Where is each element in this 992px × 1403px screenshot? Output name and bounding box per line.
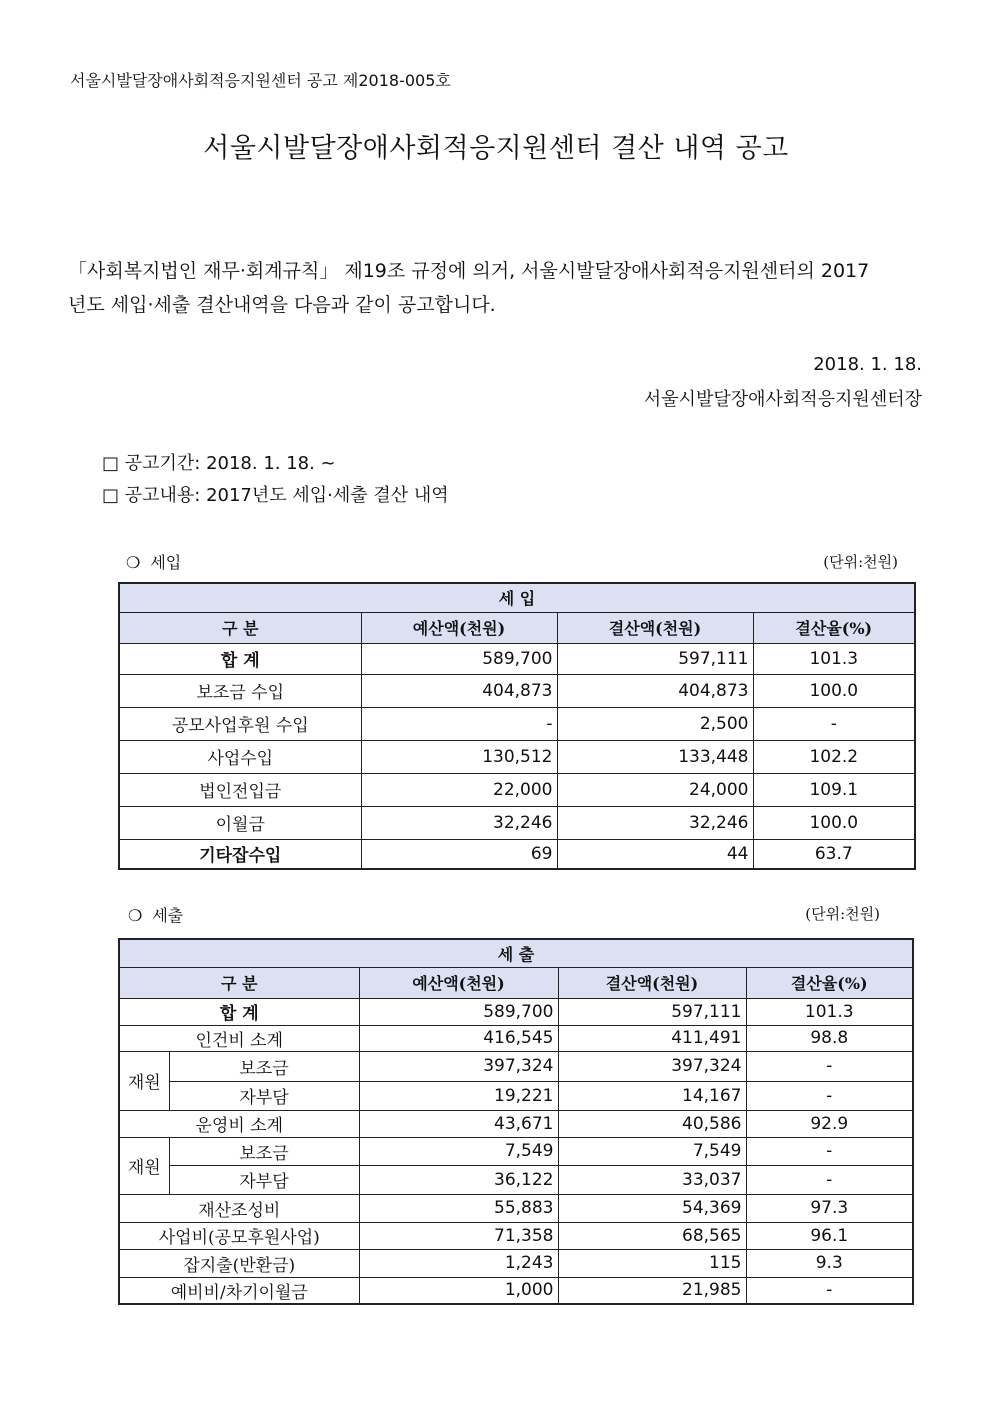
funding-source-label: 재원 [119, 1137, 169, 1194]
rate-cell: 101.3 [746, 998, 913, 1025]
table-row [119, 643, 915, 674]
settlement-cell: 2,500 [557, 707, 753, 740]
page-title: 서울시발달장애사회적응지원센터 결산 내역 공고 [203, 133, 789, 164]
row-label: 자부담 [169, 1081, 359, 1110]
table-row [119, 773, 915, 806]
expense-col-settlement: 결산액(천원) [558, 967, 746, 998]
signer-name: 서울시발달장애사회적응지원센터장 [643, 389, 922, 410]
rate-cell: - [746, 1051, 913, 1081]
rate-cell: 96.1 [746, 1222, 913, 1249]
revenue-section-heading [126, 550, 181, 573]
row-label: 잡지출(반환금) [119, 1249, 359, 1277]
funding-source-label: 재원 [119, 1051, 169, 1110]
budget-cell: 397,324 [359, 1051, 558, 1081]
rate-cell: 100.0 [753, 674, 915, 707]
row-label: 사업수입 [119, 740, 361, 773]
table-row [119, 674, 915, 707]
table-row [119, 806, 915, 839]
rate-cell: - [753, 707, 915, 740]
settlement-cell: 115 [558, 1249, 746, 1277]
expense-col-rate: 결산율(%) [746, 967, 913, 998]
settlement-cell: 68,565 [558, 1222, 746, 1249]
intro-paragraph [68, 254, 924, 322]
budget-cell: 1,000 [359, 1277, 558, 1304]
row-label: 운영비 소계 [119, 1110, 359, 1137]
revenue-table-title: 세 입 [119, 583, 915, 612]
budget-cell: 416,545 [359, 1025, 558, 1051]
rate-cell: 98.8 [746, 1025, 913, 1051]
settlement-cell: 397,324 [558, 1051, 746, 1081]
row-label: 합 계 [119, 998, 359, 1025]
revenue-col-rate: 결산율(%) [753, 612, 915, 643]
revenue-col-settlement: 결산액(천원) [557, 612, 753, 643]
revenue-table [118, 582, 916, 870]
table-row [119, 740, 915, 773]
budget-cell: 19,221 [359, 1081, 558, 1110]
table-row [119, 839, 915, 869]
settlement-cell: 33,037 [558, 1165, 746, 1194]
row-label: 인건비 소계 [119, 1025, 359, 1051]
notice-content: □ 공고내용: 2017년도 세입·세출 결산 내역 [102, 485, 449, 506]
budget-cell: - [361, 707, 557, 740]
table-row [119, 1051, 913, 1081]
budget-cell: 32,246 [361, 806, 557, 839]
notice-period: □ 공고기간: 2018. 1. 18. ~ [102, 453, 336, 474]
circle-bullet-icon: ❍ [128, 906, 143, 925]
table-row [119, 1025, 913, 1051]
budget-cell: 589,700 [361, 643, 557, 674]
table-row [119, 707, 915, 740]
table-row [119, 1194, 913, 1222]
intro-line-2: 년도 세입·세출 결산내역을 다음과 같이 공고합니다. [68, 294, 496, 316]
budget-cell: 589,700 [359, 998, 558, 1025]
budget-cell: 22,000 [361, 773, 557, 806]
rate-cell: 9.3 [746, 1249, 913, 1277]
row-label: 이월금 [119, 806, 361, 839]
budget-cell: 404,873 [361, 674, 557, 707]
revenue-section-label: 세입 [150, 553, 182, 572]
rate-cell: 63.7 [753, 839, 915, 869]
settlement-cell: 133,448 [557, 740, 753, 773]
budget-cell: 130,512 [361, 740, 557, 773]
intro-line-1: 「사회복지법인 재무·회계규칙」 제19조 규정에 의거, 서울시발달장애사회적응지원센터의 2017 [68, 260, 870, 282]
rate-cell: - [746, 1165, 913, 1194]
expense-col-budget: 예산액(천원) [359, 967, 558, 998]
settlement-cell: 597,111 [557, 643, 753, 674]
row-label: 보조금 수입 [119, 674, 361, 707]
row-label: 재산조성비 [119, 1194, 359, 1222]
expense-table [118, 938, 914, 1305]
circle-bullet-icon: ❍ [126, 553, 141, 572]
table-row [119, 1222, 913, 1249]
table-row [119, 1081, 913, 1110]
settlement-cell: 404,873 [557, 674, 753, 707]
revenue-unit-label: (단위:천원) [823, 553, 898, 571]
table-row [119, 1277, 913, 1304]
row-label: 기타잡수입 [119, 839, 361, 869]
expense-unit-label: (단위:천원) [805, 905, 880, 923]
table-row [119, 1165, 913, 1194]
table-row [119, 1137, 913, 1165]
settlement-cell: 7,549 [558, 1137, 746, 1165]
row-label: 공모사업후원 수입 [119, 707, 361, 740]
settlement-cell: 44 [557, 839, 753, 869]
row-label: 보조금 [169, 1051, 359, 1081]
expense-section-heading [128, 903, 183, 926]
row-label: 보조금 [169, 1137, 359, 1165]
expense-section-label: 세출 [152, 906, 184, 925]
notice-date: 2018. 1. 18. [813, 354, 922, 375]
rate-cell: - [746, 1137, 913, 1165]
expense-col-category: 구 분 [119, 967, 359, 998]
settlement-cell: 14,167 [558, 1081, 746, 1110]
settlement-cell: 597,111 [558, 998, 746, 1025]
settlement-cell: 24,000 [557, 773, 753, 806]
budget-cell: 1,243 [359, 1249, 558, 1277]
budget-cell: 36,122 [359, 1165, 558, 1194]
budget-cell: 71,358 [359, 1222, 558, 1249]
budget-cell: 7,549 [359, 1137, 558, 1165]
row-label: 자부담 [169, 1165, 359, 1194]
settlement-cell: 32,246 [557, 806, 753, 839]
rate-cell: 109.1 [753, 773, 915, 806]
budget-cell: 55,883 [359, 1194, 558, 1222]
row-label: 예비비/차기이월금 [119, 1277, 359, 1304]
table-row [119, 1249, 913, 1277]
row-label: 법인전입금 [119, 773, 361, 806]
rate-cell: 102.2 [753, 740, 915, 773]
revenue-col-category: 구 분 [119, 612, 361, 643]
budget-cell: 69 [361, 839, 557, 869]
settlement-cell: 21,985 [558, 1277, 746, 1304]
revenue-col-budget: 예산액(천원) [361, 612, 557, 643]
table-row [119, 1110, 913, 1137]
settlement-cell: 54,369 [558, 1194, 746, 1222]
notice-number: 서울시발달장애사회적응지원센터 공고 제2018-005호 [70, 71, 451, 90]
budget-cell: 43,671 [359, 1110, 558, 1137]
row-label: 합 계 [119, 643, 361, 674]
rate-cell: - [746, 1277, 913, 1304]
settlement-cell: 411,491 [558, 1025, 746, 1051]
table-row [119, 998, 913, 1025]
expense-table-title: 세 출 [119, 939, 913, 967]
rate-cell: 97.3 [746, 1194, 913, 1222]
rate-cell: - [746, 1081, 913, 1110]
rate-cell: 92.9 [746, 1110, 913, 1137]
rate-cell: 100.0 [753, 806, 915, 839]
settlement-cell: 40,586 [558, 1110, 746, 1137]
row-label: 사업비(공모후원사업) [119, 1222, 359, 1249]
rate-cell: 101.3 [753, 643, 915, 674]
